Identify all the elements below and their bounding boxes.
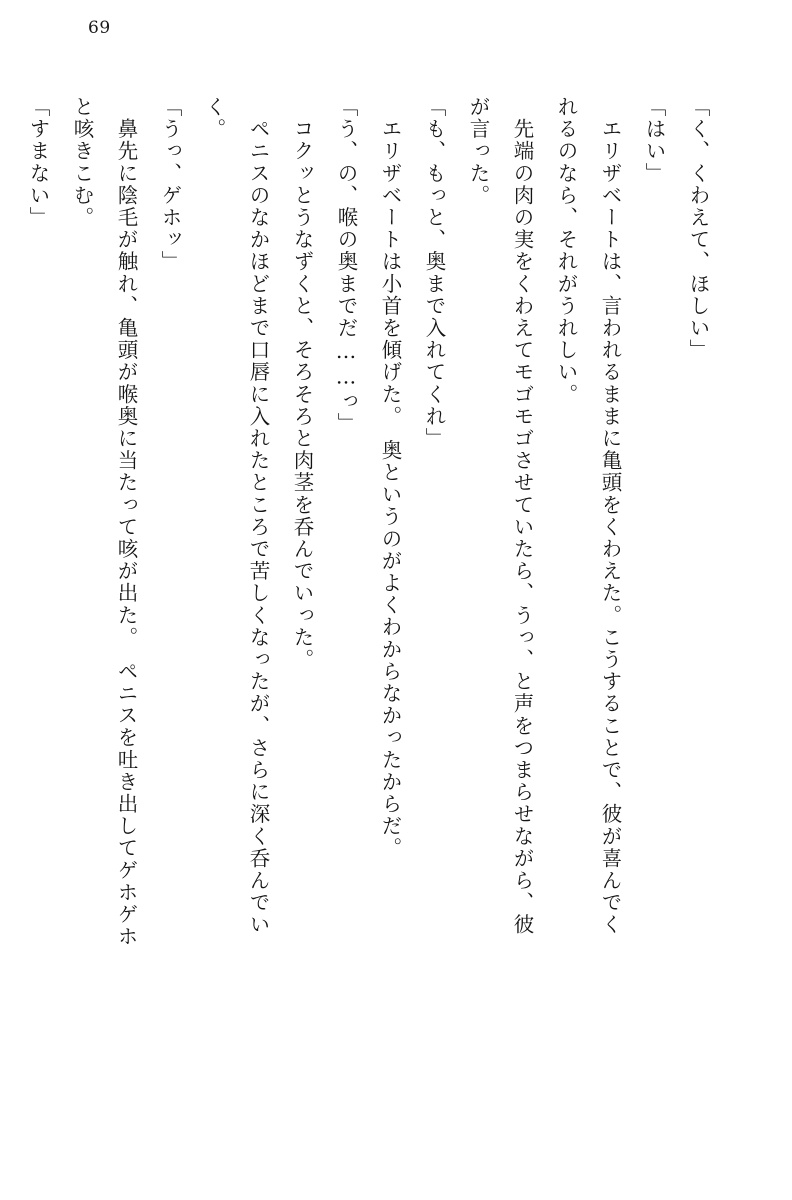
text-column: 先端の肉の実をくわえてモゴモゴさせていたら、うっ、と声をつまらせながら、彼 — [510, 96, 534, 936]
text-column: 「く、くわえて、ほしい」 — [686, 96, 710, 362]
text-column: エリザベートは小首を傾げた。 奥というのがよくわからなかったからだ。 — [378, 96, 402, 860]
text-column: 「も、もっと、奥まで入れてくれ」 — [422, 96, 446, 450]
text-column: エリザベートは、言われるままに亀頭をくわえた。こうすることで、彼が喜んでく — [598, 96, 622, 936]
text-column: く。 — [202, 96, 226, 141]
text-column: 「すまない」 — [26, 96, 50, 229]
text-column: 「う、の、喉の奥までだ……っ」 — [334, 96, 358, 435]
text-column: 「うっ、ゲホッ」 — [158, 96, 182, 273]
text-column: れるのなら、それがうれしい。 — [554, 96, 578, 406]
text-column: ペニスのなかほどまで口唇に入れたところで苦しくなったが、さらに深く呑んでい — [246, 96, 270, 936]
text-column: 鼻先に陰毛が触れ、亀頭が喉奥に当たって咳が出た。 ペニスを吐き出してゲホゲホ — [114, 96, 138, 948]
page-number: 69 — [88, 18, 111, 38]
text-column: と咳きこむ。 — [70, 96, 94, 229]
text-column: コクッとうなずくと、そろそろと肉茎を呑んでいった。 — [290, 96, 314, 671]
text-column: 「はい」 — [642, 96, 666, 185]
text-column: が言った。 — [466, 96, 490, 207]
vertical-text-block — [26, 96, 710, 1171]
